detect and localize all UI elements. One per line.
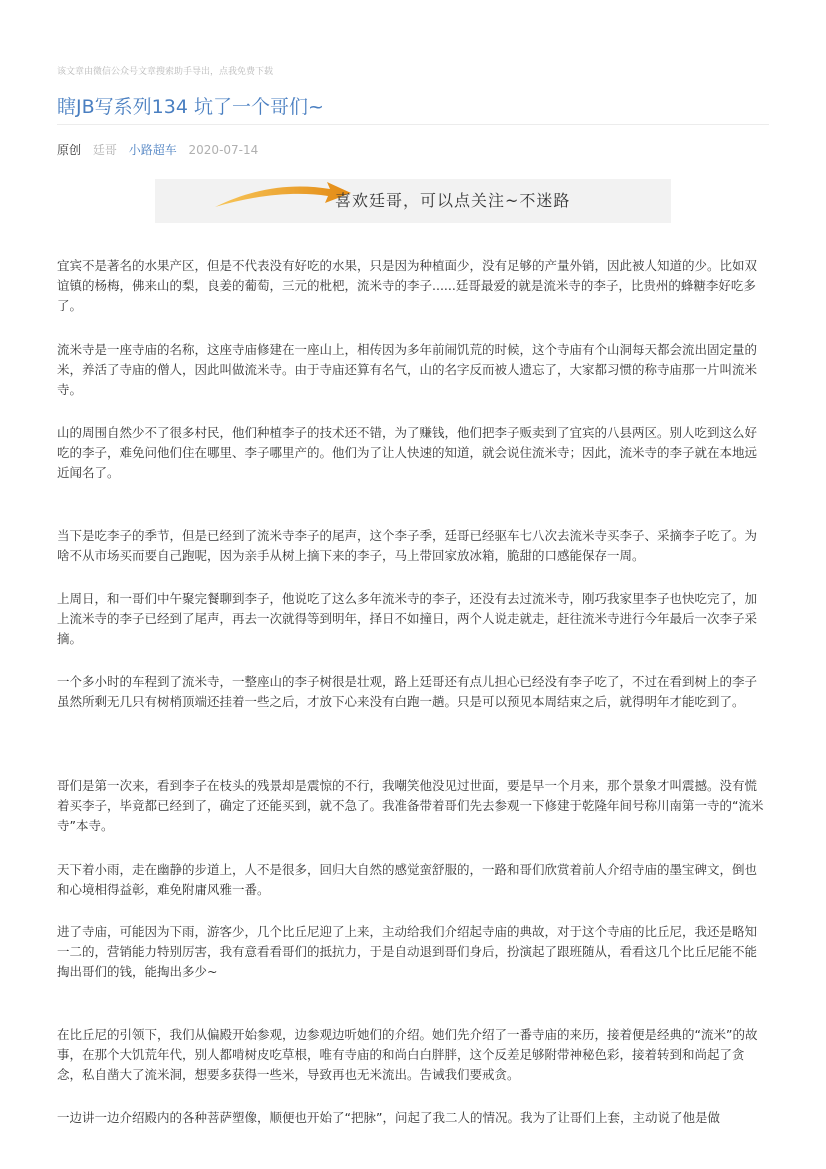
article-meta <box>57 141 266 158</box>
title-divider <box>57 124 769 125</box>
paragraph: 一边讲一边介绍殿内的各种菩萨塑像，顺便也开始了“把脉”，问起了我二人的情况。我为了让哥们上套，主动说了他是做 <box>57 1110 720 1125</box>
follow-banner <box>155 179 671 223</box>
publish-date: 2020-07-14 <box>188 143 259 157</box>
original-tag: 原创 <box>57 143 82 157</box>
banner-text: 喜欢廷哥，可以点关注~不迷路 <box>335 191 571 210</box>
paragraph: 流米寺是一座寺庙的名称，这座寺庙修建在一座山上，相传因为多年前闹饥荒的时候，这个寺庙有个山洞每天都会流出固定量的米，养活了寺庙的僧人，因此叫做流米寺。由于寺庙还算有名气，山的名字反而被人遗忘了，大家都习惯的称寺庙那一片叫流米寺。 <box>57 342 758 397</box>
paragraph: 当下是吃李子的季节，但是已经到了流米寺李子的尾声，这个李子季，廷哥已经驱车七八次去流米寺买李子、采摘李子吃了。为啥不从市场买而要自己跑呢，因为亲手从树上摘下来的李子，马上带回家放冰箱，脆甜的口感能保存一周。 <box>57 528 758 563</box>
paragraph: 天下着小雨，走在幽静的步道上，人不是很多，回归大自然的感觉蛮舒服的，一路和哥们欣赏着前人介绍寺庙的墨宝碑文，倒也和心境相得益彰，难免附庸风雅一番。 <box>57 862 758 897</box>
paragraph: 上周日，和一哥们中午聚完餐聊到李子，他说吃了这么多年流米寺的李子，还没有去过流米寺，刚巧我家里李子也快吃完了，加上流米寺的李子已经到了尾声，再去一次就得等到明年，择日不如撞日，两个人说走就走，赶往流米寺进行今年最后一次李子采摘。 <box>57 591 758 646</box>
paragraph: 在比丘尼的引领下，我们从偏殿开始参观，边参观边听她们的介绍。她们先介绍了一番寺庙的来历，接着便是经典的“流米”的故事，在那个大饥荒年代，别人都啃树皮吃草根，唯有寺庙的和尚白白胖胖，这个反差足够附带神秘色彩，接着转到和尚起了贪念，私自凿大了流米洞，想要多获得一些米，导致再也无米流出。告诫我们要戒贪。 <box>57 1027 758 1082</box>
author-name: 廷哥 <box>92 143 117 157</box>
article-title: 瞎JB写系列134 坑了一个哥们~ <box>57 96 324 118</box>
paragraph: 哥们是第一次来，看到李子在枝头的残景却是震惊的不行，我嘲笑他没见过世面，要是早一个月来，那个景象才叫震撼。没有慌着买李子，毕竟都已经到了，确定了还能买到，就不急了。我准备带着哥们先去参观一下修建于乾隆年间号称川南第一寺的“流米寺”本寺。 <box>57 778 764 833</box>
account-link[interactable]: 小路超车 <box>128 143 177 157</box>
paragraph: 山的周围自然少不了很多村民，他们种植李子的技术还不错，为了赚钱，他们把李子贩卖到了宜宾的八县两区。别人吃到这么好吃的李子，难免问他们住在哪里、李子哪里产的。他们为了让人快速的知道，就会说住流米寺；因此，流米寺的李子就在本地远近闻名了。 <box>57 425 758 480</box>
paragraph: 宜宾不是著名的水果产区，但是不代表没有好吃的水果，只是因为种植面少，没有足够的产量外销，因此被人知道的少。比如双谊镇的杨梅，佛来山的梨，良姜的葡萄，三元的枇杷，流米寺的李子......廷哥最爱的就是流米寺的李子，比贵州的蜂糖李好吃多了。 <box>57 258 758 313</box>
paragraph: 进了寺庙，可能因为下雨，游客少，几个比丘尼迎了上来，主动给我们介绍起寺庙的典故，对于这个寺庙的比丘尼，我还是略知一二的，营销能力特别厉害，我有意看看哥们的抵抗力，于是自动退到哥们身后，扮演起了跟班随从，看看这几个比丘尼能不能掏出哥们的钱，能掏出多少~ <box>57 924 758 979</box>
export-note[interactable]: 该文章由微信公众号文章搜索助手导出，点我免费下载 <box>57 67 274 77</box>
paragraph: 一个多小时的车程到了流米寺，一整座山的李子树很是壮观，路上廷哥还有点儿担心已经没有李子吃了，不过在看到树上的李子虽然所剩无几只有树梢顶端还挂着一些之后，才放下心来没有白跑一趟。只是可以预见本周结束之后，就得明年才能吃到了。 <box>57 674 758 709</box>
